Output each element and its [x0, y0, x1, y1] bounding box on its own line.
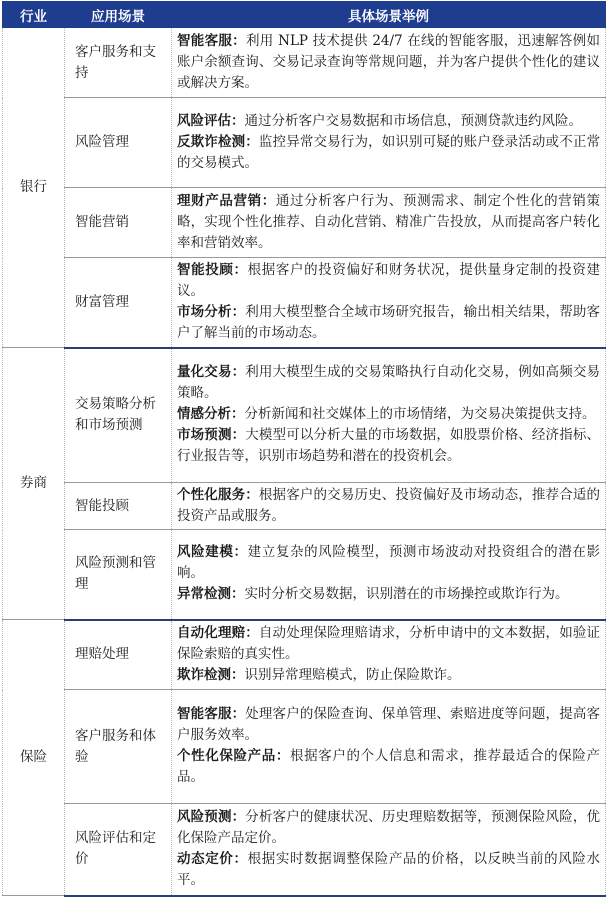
scenario-cell: 风险预测和管理 [65, 530, 172, 620]
example-cell [172, 348, 606, 483]
scenario-cell: 财富管理 [65, 258, 172, 348]
example-term: 反欺诈检测： [177, 133, 259, 150]
example-desc: 根据客户的投资偏好和财务状况，提供量身定制的投资建议。 [177, 261, 601, 299]
example-cell [172, 530, 606, 620]
scenario-cell: 交易策略分析和市场预测 [65, 348, 172, 483]
scenario-cell: 智能营销 [65, 188, 172, 258]
example-cell [172, 690, 606, 804]
example-term: 个性化服务： [177, 486, 259, 503]
example-item [177, 584, 600, 605]
industry-cell-banking: 银行 [3, 28, 65, 348]
example-term: 风险评估： [177, 112, 245, 129]
example-cell [172, 620, 606, 690]
example-item [177, 362, 600, 404]
example-desc: 通过分析客户行为、预测需求、制定个性化的营销策略，实现个性化推荐、自动化营销、精准广告投放，从而提高客户转化率和营销效率。 [177, 192, 601, 251]
example-term: 量化交易： [177, 364, 246, 381]
example-desc: 处理客户的保险查询、保单管理、索赔进度等问题，提高客户服务效率。 [177, 706, 600, 743]
example-cell [172, 98, 606, 188]
example-cell [172, 258, 606, 348]
table-row [3, 348, 606, 483]
example-term: 风险建模： [177, 544, 248, 561]
table-row [3, 530, 606, 620]
example-cell [172, 804, 606, 896]
example-item [177, 260, 600, 302]
scenario-cell: 风险管理 [65, 98, 172, 188]
table-row [3, 258, 606, 348]
example-desc: 根据客户的个人信息和需求，推荐最适合的保险产品。 [177, 748, 601, 785]
scenario-cell: 客户服务和支持 [65, 28, 172, 98]
table-row [3, 98, 606, 188]
example-desc: 监控异常交易行为，如识别可疑的账户登录活动或不正常的交易模式。 [177, 133, 601, 171]
header-industry: 行业 [3, 2, 65, 28]
example-item [177, 191, 600, 254]
example-term: 市场预测： [177, 427, 246, 444]
example-item [177, 807, 600, 849]
header-row [3, 2, 606, 28]
example-desc: 自动处理保险理赔请求，分析申请中的文本数据，如验证保险索赔的真实性。 [177, 624, 601, 662]
example-desc: 通过分析客户交易数据和市场信息，预测贷款违约风险。 [244, 112, 582, 129]
example-item [177, 404, 600, 425]
example-cell [172, 483, 606, 530]
example-item [177, 665, 600, 686]
example-desc: 建立复杂的风险模型，预测市场波动对投资组合的潜在影响。 [177, 544, 601, 582]
example-term: 欺诈检测： [177, 666, 245, 683]
header-examples: 具体场景举例 [172, 2, 606, 28]
industry-cell-securities: 券商 [3, 348, 65, 620]
example-item [177, 746, 600, 788]
example-term: 动态定价： [177, 850, 248, 867]
example-item [177, 623, 600, 665]
scenario-cell: 风险评估和定价 [65, 804, 172, 896]
example-term: 智能客服： [177, 706, 246, 722]
example-term: 市场分析： [177, 303, 246, 320]
example-desc: 大模型可以分析大量的市场数据，如股票价格、经济指标、行业报告等，识别市场趋势和潜在的投资机会。 [177, 427, 600, 465]
example-desc: 根据客户的交易历史、投资偏好及市场动态，推荐合适的投资产品或服务。 [177, 486, 601, 524]
example-term: 个性化保险产品： [177, 748, 290, 764]
table-row [3, 690, 606, 804]
example-desc: 根据实时数据调整保险产品的价格，以反映当前的风险水平。 [177, 850, 601, 888]
example-desc: 利用大模型整合全域市场研究报告，输出相关结果，帮助客户了解当前的市场动态。 [177, 303, 600, 341]
example-desc: 利用 NLP 技术提供 24/7 在线的智能客服，迅速解答例如账户余额查询、交易记录查询等常规问题，并为客户提供个性化的建议或解决方案。 [177, 32, 601, 91]
table-row [3, 620, 606, 690]
scenario-cell: 客户服务和体验 [65, 690, 172, 804]
example-term: 情感分析： [177, 406, 245, 423]
industry-cell-insurance: 保险 [3, 620, 65, 896]
example-term: 智能客服： [177, 32, 246, 49]
industry-scenario-table [2, 1, 606, 897]
example-desc: 分析新闻和社交媒体上的市场情绪，为交易决策提供支持。 [244, 406, 596, 423]
table-row [3, 483, 606, 530]
table-row [3, 804, 606, 896]
example-desc: 识别异常理赔模式，防止保险欺诈。 [244, 666, 461, 683]
scenario-cell: 智能投顾 [65, 483, 172, 530]
header-scenario: 应用场景 [65, 2, 172, 28]
example-term: 异常检测： [177, 586, 245, 603]
example-cell [172, 28, 606, 98]
example-item [177, 542, 600, 584]
example-desc: 实时分析交易数据，识别潜在的市场操控或欺诈行为。 [244, 586, 569, 603]
example-term: 风险预测： [177, 808, 246, 825]
table-row [3, 188, 606, 258]
example-item [177, 485, 600, 527]
example-item [177, 704, 600, 746]
example-item [177, 111, 600, 132]
example-item [177, 31, 600, 94]
example-term: 理财产品营销： [177, 192, 276, 209]
example-desc: 利用大模型生成的交易策略执行自动化交易，例如高频交易策略。 [177, 364, 600, 402]
example-desc: 分析客户的健康状况、历史理赔数据等，预测保险风险，优化保险产品定价。 [177, 808, 600, 846]
example-item [177, 302, 600, 344]
scenario-cell: 理赔处理 [65, 620, 172, 690]
example-cell [172, 188, 606, 258]
example-term: 智能投顾： [177, 261, 248, 278]
example-item [177, 425, 600, 467]
example-item [177, 849, 600, 891]
table-row [3, 28, 606, 98]
example-term: 自动化理赔： [177, 624, 259, 641]
example-item [177, 132, 600, 174]
